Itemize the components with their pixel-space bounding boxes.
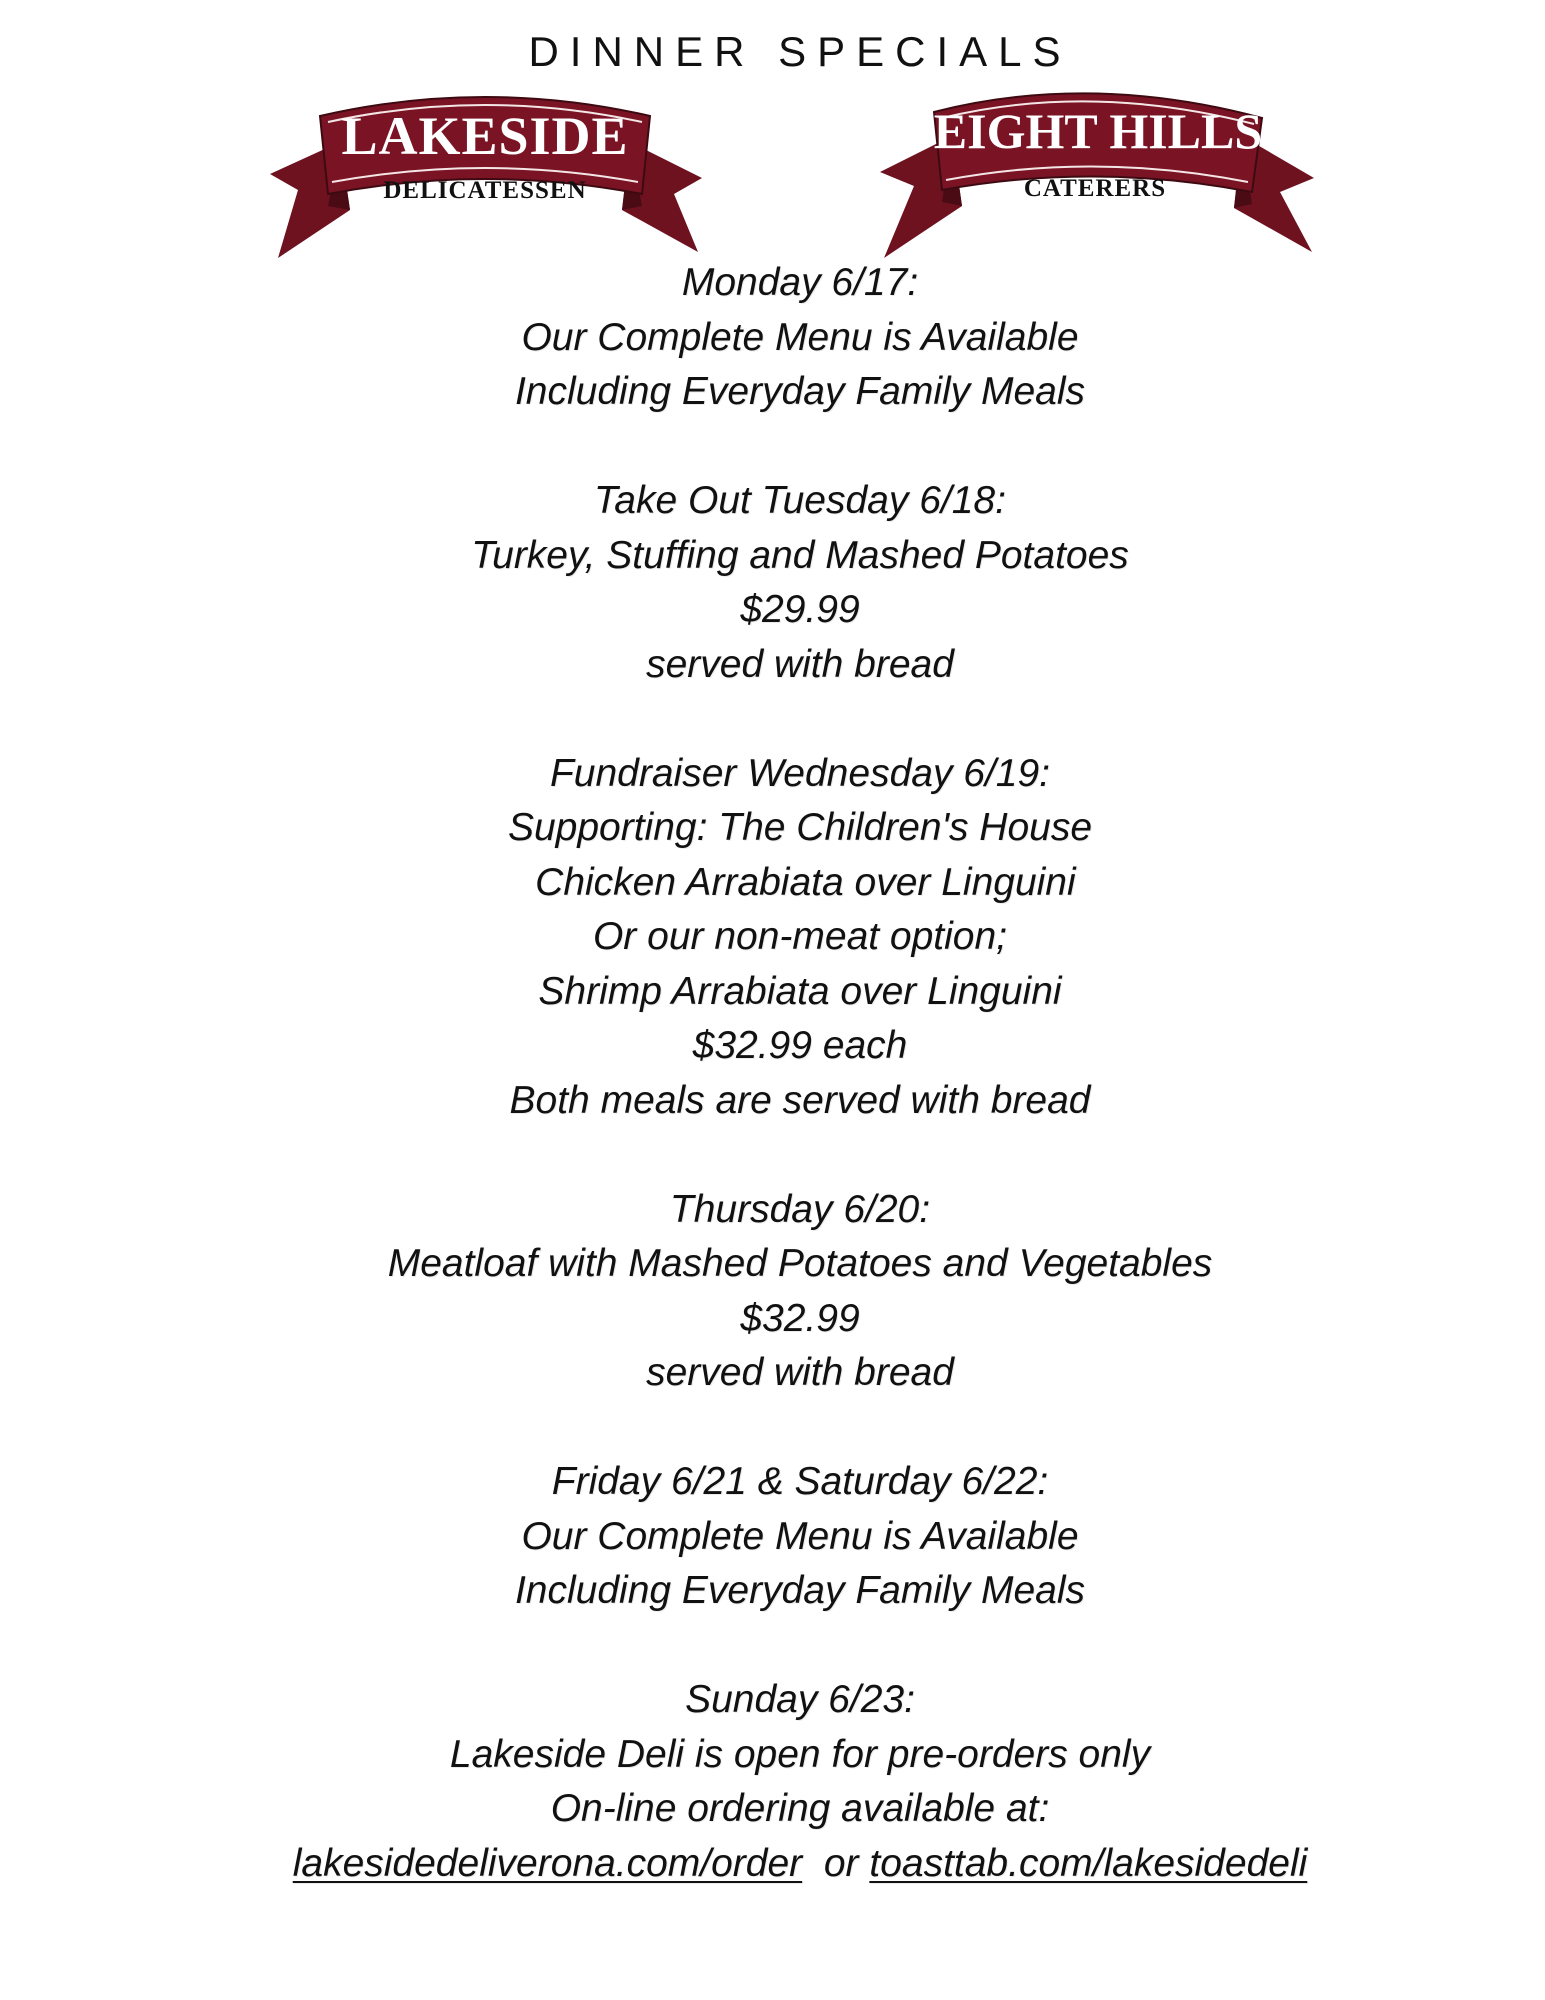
lakeside-logo-name: LAKESIDE (341, 106, 629, 166)
link-separator: or (823, 1841, 859, 1885)
special-price: $32.99 each (692, 1024, 908, 1067)
special-heading: Friday 6/21 & Saturday 6/22: (551, 1460, 1049, 1503)
special-line: Including Everyday Family Meals (514, 370, 1086, 413)
order-link-toasttab[interactable]: toasttab.com/lakesidedeli (869, 1841, 1308, 1885)
special-line: Meatloaf with Mashed Potatoes and Vegetables (387, 1242, 1213, 1285)
special-heading: Thursday 6/20: (669, 1187, 931, 1231)
eight-hills-logo (880, 82, 1320, 262)
order-link-lakeside[interactable]: lakesidedeliverona.com/order (292, 1841, 803, 1885)
special-line: Our Complete Menu is Available (521, 315, 1079, 359)
special-line: Including Everyday Family Meals (514, 1569, 1086, 1612)
specials-list (0, 256, 1545, 1891)
special-price: $32.99 (740, 1296, 860, 1340)
lakeside-logo-subtitle: DELICATESSEN (383, 177, 587, 204)
special-thursday (0, 1183, 1545, 1401)
special-tuesday (0, 474, 1545, 692)
special-friday-saturday (0, 1455, 1545, 1619)
special-monday (0, 256, 1545, 420)
page-title: DINNER SPECIALS (528, 28, 1072, 75)
special-heading: Monday 6/17: (681, 261, 919, 304)
special-line: Lakeside Deli is open for pre-orders only (449, 1732, 1151, 1776)
lakeside-logo (270, 82, 710, 262)
special-heading: Take Out Tuesday 6/18: (594, 479, 1006, 522)
special-line: served with bread (646, 642, 954, 686)
special-heading: Sunday 6/23: (685, 1678, 915, 1721)
special-line: Our Complete Menu is Available (521, 1514, 1079, 1558)
special-line: served with bread (646, 1351, 954, 1394)
special-line: Shrimp Arrabiata over Linguini (538, 969, 1062, 1013)
order-links (0, 1837, 1545, 1892)
eight-hills-logo-subtitle: CATERERS (1023, 175, 1167, 202)
special-line: Both meals are served with bread (509, 1078, 1091, 1122)
eight-hills-logo-name: EIGHT HILLS (933, 103, 1263, 159)
special-wednesday (0, 747, 1545, 1129)
special-line: Supporting: The Children's House (507, 806, 1093, 849)
special-heading: Fundraiser Wednesday 6/19: (549, 751, 1051, 795)
special-line: On-line ordering available at: (550, 1787, 1050, 1830)
special-line: Or our non-meat option; (592, 915, 1008, 958)
special-line: Turkey, Stuffing and Mashed Potatoes (471, 533, 1129, 577)
special-line: Chicken Arrabiata over Linguini (524, 860, 1076, 904)
special-price: $29.99 (740, 588, 860, 631)
special-sunday (0, 1673, 1545, 1891)
